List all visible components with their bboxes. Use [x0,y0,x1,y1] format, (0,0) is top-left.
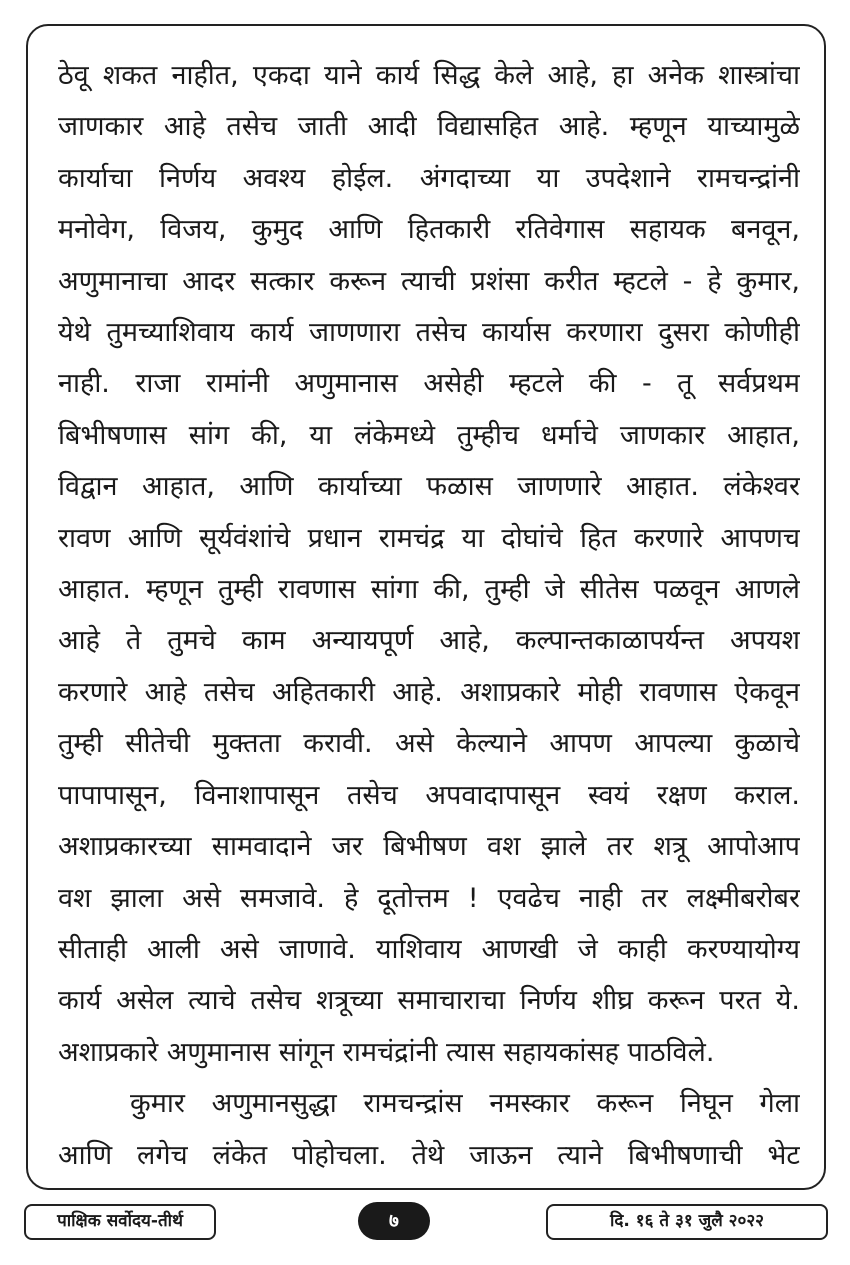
text-line: तुम्ही सीतेची मुक्तता करावी. असे केल्याने आपण आपल्या कुळाचे [58,728,800,760]
text-line: रावण आणि सूर्यवंशांचे प्रधान रामचंद्र या दोघांचे हित करणारे आपणच [58,522,800,554]
text-line: करणारे आहे तसेच अहितकारी आहे. अशाप्रकारे मोही रावणास ऐकवून [58,676,800,708]
page-number-badge: ७ [358,1202,430,1240]
text-line: सीताही आली असे जाणावे. याशिवाय आणखी जे काही करण्यायोग्य [58,933,800,965]
text-line: बिभीषणास सांग की, या लंकेमध्ये तुम्हीच धर्माचे जाणकार आहात, [58,419,800,451]
text-line-paragraph-end: अशाप्रकारे अणुमानास सांगून रामचंद्रांनी त्यास सहायकांसह पाठविले. [58,1036,715,1068]
text-line: जाणकार आहे तसेच जाती आदी विद्यासहित आहे. म्हणून याच्यामुळे [58,111,800,143]
body-text [58,50,800,1181]
text-line: अशाप्रकारच्या सामवादाने जर बिभीषण वश झाले तर शत्रू आपोआप [58,831,800,863]
text-line: आहात. म्हणून तुम्ही रावणास सांगा की, तुम्ही जे सीतेस पळवून आणले [58,574,800,606]
text-line: वश झाला असे समजावे. हे दूतोत्तम ! एवढेच नाही तर लक्ष्मीबरोबर [58,882,800,914]
text-line: पापापासून, विनाशापासून तसेच अपवादापासून स्वयं रक्षण कराल. [58,779,800,811]
text-line: आहे ते तुमचे काम अन्यायपूर्ण आहे, कल्पान्तकाळापर्यन्त अपयश [58,625,800,657]
date-range-box: दि. १६ ते ३१ जुलै २०२२ [546,1204,828,1240]
text-line: येथे तुमच्याशिवाय कार्य जाणणारा तसेच कार्यास करणारा दुसरा कोणीही [58,317,800,349]
text-line: मनोवेग, विजय, कुमुद आणि हितकारी रतिवेगास सहायक बनवून, [58,214,800,246]
text-line: आणि लगेच लंकेत पोहोचला. तेथे जाऊन त्याने बिभीषणाची भेट [58,1139,800,1171]
text-line: नाही. राजा रामांनी अणुमानास असेही म्हटले की - तू सर्वप्रथम [58,368,800,400]
text-line: कार्याचा निर्णय अवश्य होईल. अंगदाच्या या उपदेशाने रामचन्द्रांनी [58,162,800,194]
text-line: अणुमानाचा आदर सत्कार करून त्याची प्रशंसा करीत म्हटले - हे कुमार, [58,265,800,297]
text-line-paragraph-start: कुमार अणुमानसुद्धा रामचन्द्रांस नमस्कार करून निघून गेला [130,1088,800,1120]
text-line: विद्वान आहात, आणि कार्याच्या फळास जाणणारे आहात. लंकेश्वर [58,471,800,503]
text-line: ठेवू शकत नाहीत, एकदा याने कार्य सिद्ध केले आहे, हा अनेक शास्त्रांचा [58,60,800,91]
text-line: कार्य असेल त्याचे तसेच शत्रूच्या समाचाराचा निर्णय शीघ्र करून परत ये. [58,985,800,1017]
publication-name-box: पाक्षिक सर्वोदय-तीर्थ [24,1204,216,1240]
